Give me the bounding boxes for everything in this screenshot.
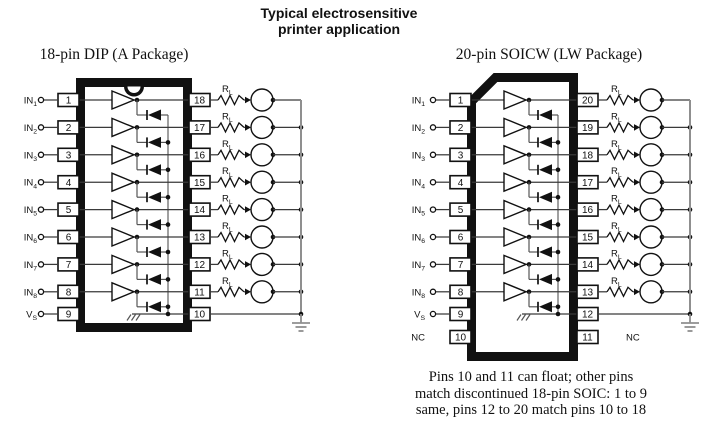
arrow-icon <box>245 179 251 186</box>
input-label: $IN_8$ <box>23 287 37 300</box>
rl-label: $R_L$ <box>611 111 622 124</box>
pin-note-line3: same, pins 12 to 20 match pins 10 to 18 <box>415 402 647 418</box>
resistor-icon <box>607 287 633 296</box>
resistor-icon <box>218 150 244 159</box>
input-label: $IN_7$ <box>411 259 425 273</box>
junction-dot <box>556 277 561 282</box>
load-circle <box>251 253 273 275</box>
pin-number: 13 <box>581 287 594 299</box>
rl-label: $R_L$ <box>611 275 622 289</box>
resistor-icon <box>218 205 244 214</box>
load-circle <box>251 171 273 193</box>
arrow-icon <box>634 152 640 159</box>
resistor-icon <box>218 123 244 132</box>
load-circle <box>251 144 273 166</box>
arrow-icon <box>245 124 251 131</box>
pin-number: 20 <box>581 95 594 107</box>
input-terminal <box>38 234 43 239</box>
junction-dot <box>556 195 561 200</box>
input-label: $IN_2$ <box>411 122 425 136</box>
input-label: $IN_5$ <box>411 205 425 218</box>
pin-number: 3 <box>457 150 464 162</box>
rl-label: $R_L$ <box>222 138 233 152</box>
pin-number: 4 <box>457 177 464 189</box>
pin-number: 3 <box>65 150 72 162</box>
input-label: $IN_5$ <box>23 205 37 218</box>
junction-dot <box>166 168 171 173</box>
resistor-icon <box>607 123 633 132</box>
junction-dot <box>556 168 561 173</box>
rl-label: $R_L$ <box>611 84 622 97</box>
input-label: $IN_4$ <box>23 177 37 191</box>
pin-number: 9 <box>457 309 464 321</box>
resistor-icon <box>218 260 244 269</box>
junction-dot <box>166 312 171 317</box>
pin-number: 15 <box>581 232 594 244</box>
pin-number: 6 <box>457 232 464 244</box>
input-label: $IN_3$ <box>23 150 37 163</box>
input-terminal <box>430 180 435 185</box>
resistor-icon <box>607 260 633 269</box>
pin-note-line1: Pins 10 and 11 can float; other pins <box>428 369 634 385</box>
junction-dot <box>166 140 171 145</box>
load-circle <box>640 144 662 166</box>
rl-label: $R_L$ <box>222 248 233 261</box>
input-label: NC <box>411 332 425 344</box>
pin-number: 11 <box>194 287 205 299</box>
pin-number: 6 <box>65 232 72 244</box>
pin-number: 4 <box>65 177 72 189</box>
load-circle <box>640 281 662 303</box>
resistor-icon <box>607 205 633 214</box>
load-circle <box>640 171 662 193</box>
input-label: $V_S$ <box>414 309 425 323</box>
load-circle <box>251 281 273 303</box>
input-terminal <box>430 289 435 294</box>
rl-label: $R_L$ <box>222 166 233 179</box>
load-circle <box>640 89 662 111</box>
input-label: $IN_1$ <box>411 95 425 109</box>
pin-number: 10 <box>193 309 206 321</box>
pin-note-line2: match discontinued 18-pin SOIC: 1 to 9 <box>415 385 647 402</box>
input-terminal <box>38 97 43 102</box>
junction-dot <box>556 250 561 255</box>
input-terminal <box>430 207 435 212</box>
input-label: $IN_4$ <box>411 177 425 191</box>
pin-number: 16 <box>193 150 206 162</box>
load-circle <box>640 253 662 275</box>
rl-label: $R_L$ <box>611 221 622 234</box>
rl-label: $R_L$ <box>611 193 622 207</box>
arrow-icon <box>634 206 640 213</box>
pin-number: 19 <box>581 123 594 134</box>
figure-title-line2: printer application <box>277 21 401 37</box>
input-label: $IN_8$ <box>411 287 425 300</box>
input-terminal <box>38 289 43 294</box>
pin-number: 2 <box>65 123 72 134</box>
pin-number: 11 <box>582 332 593 344</box>
arrow-icon <box>245 289 251 296</box>
resistor-icon <box>607 233 633 242</box>
input-terminal <box>430 234 435 239</box>
input-terminal <box>38 311 43 316</box>
input-terminal <box>430 152 435 157</box>
pin-number: 12 <box>581 309 594 321</box>
input-terminal <box>430 97 435 102</box>
rl-label: $R_L$ <box>222 84 233 97</box>
pin-number: 9 <box>65 309 72 321</box>
resistor-icon <box>607 96 633 105</box>
junction-dot <box>166 195 171 200</box>
rl-label: $R_L$ <box>611 166 622 179</box>
input-terminal <box>430 311 435 316</box>
junction-dot <box>166 222 171 227</box>
resistor-icon <box>218 233 244 242</box>
load-circle <box>251 199 273 221</box>
arrow-icon <box>634 97 640 104</box>
rl-label: $R_L$ <box>222 275 233 289</box>
pin-number: 18 <box>581 150 594 162</box>
input-label: $IN_3$ <box>411 150 425 163</box>
arrow-icon <box>634 179 640 186</box>
resistor-icon <box>218 96 244 105</box>
input-label: $IN_6$ <box>411 232 425 246</box>
package-heading-dip: 18-pin DIP (A Package) <box>39 46 189 63</box>
pin-number: 17 <box>581 177 594 189</box>
load-circle <box>251 116 273 138</box>
junction-dot <box>556 140 561 145</box>
resistor-icon <box>607 178 633 187</box>
rl-label: $R_L$ <box>222 193 233 207</box>
package-heading-soicw: 20-pin SOICW (LW Package) <box>455 46 643 63</box>
pin-number: 18 <box>193 95 206 107</box>
junction-dot <box>166 305 171 310</box>
input-label: $IN_7$ <box>23 259 37 273</box>
pin-number: 12 <box>193 260 206 271</box>
resistor-icon <box>218 178 244 187</box>
input-label: $IN_2$ <box>23 122 37 136</box>
pin-number: 16 <box>581 205 594 217</box>
input-terminal <box>430 125 435 130</box>
junction-dot <box>556 312 561 317</box>
input-terminal <box>38 262 43 267</box>
arrow-icon <box>245 261 251 268</box>
input-terminal <box>38 180 43 185</box>
load-circle <box>640 226 662 248</box>
arrow-icon <box>245 152 251 159</box>
junction-dot <box>166 250 171 255</box>
pin-number: 15 <box>193 177 206 189</box>
pin-number: 5 <box>457 205 464 217</box>
load-circle <box>251 89 273 111</box>
resistor-icon <box>607 150 633 159</box>
pin-number: 1 <box>457 95 464 107</box>
pin-number: 7 <box>457 260 464 271</box>
pin-number: 1 <box>65 95 72 107</box>
arrow-icon <box>634 261 640 268</box>
input-terminal <box>430 262 435 267</box>
junction-dot <box>556 305 561 310</box>
pin-number: 13 <box>193 232 206 244</box>
load-circle <box>640 116 662 138</box>
rl-label: $R_L$ <box>222 221 233 234</box>
pin-number: 8 <box>65 287 72 299</box>
input-terminal <box>38 207 43 212</box>
arrow-icon <box>634 289 640 296</box>
ic-package-outline <box>81 83 188 328</box>
pin-number: 8 <box>457 287 464 299</box>
input-terminal <box>38 125 43 130</box>
junction-dot <box>556 222 561 227</box>
arrow-icon <box>245 206 251 213</box>
rl-label: $R_L$ <box>611 248 622 261</box>
nc-label: NC <box>626 332 640 344</box>
pin-number: 5 <box>65 205 72 217</box>
figure-title-line1: Typical electrosensitive <box>260 5 418 21</box>
pin-number: 10 <box>454 332 467 344</box>
pin-number: 2 <box>457 123 464 134</box>
pin-number: 14 <box>581 260 594 271</box>
junction-dot <box>166 277 171 282</box>
input-label: $IN_6$ <box>23 232 37 246</box>
pin-number: 7 <box>65 260 72 271</box>
pin-note <box>388 369 674 419</box>
pin-number: 14 <box>193 205 206 217</box>
arrow-icon <box>245 234 251 241</box>
load-circle <box>640 199 662 221</box>
arrow-icon <box>634 124 640 131</box>
arrow-icon <box>245 97 251 104</box>
pin-number: 17 <box>193 123 206 134</box>
input-label: $V_S$ <box>26 309 37 323</box>
load-circle <box>251 226 273 248</box>
input-terminal <box>38 152 43 157</box>
rl-label: $R_L$ <box>222 111 233 124</box>
arrow-icon <box>634 234 640 241</box>
input-label: $IN_1$ <box>23 95 37 109</box>
resistor-icon <box>218 287 244 296</box>
rl-label: $R_L$ <box>611 138 622 152</box>
